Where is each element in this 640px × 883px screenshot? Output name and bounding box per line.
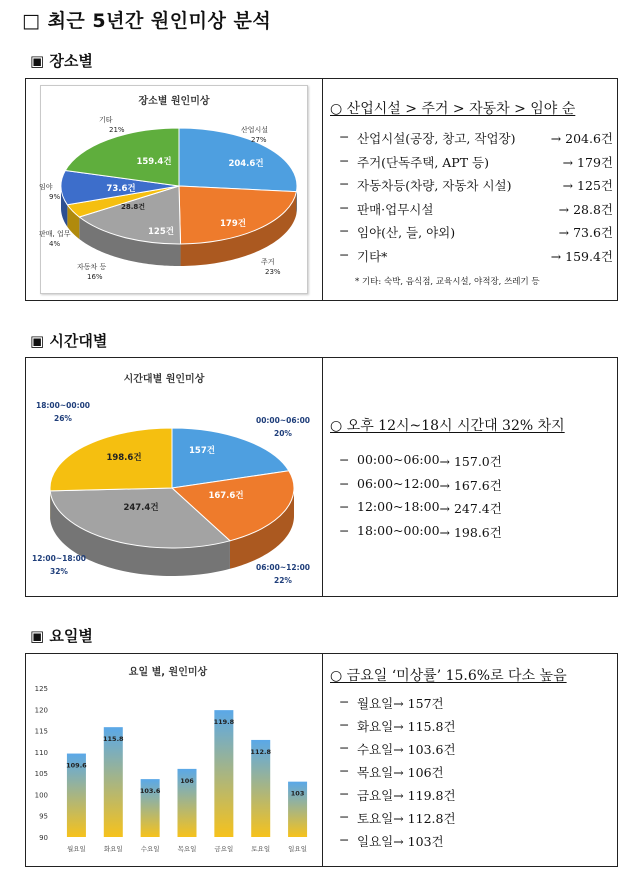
place-item-list	[339, 129, 613, 270]
list-dash: −	[339, 129, 350, 144]
time-summary-text: ○ 오후 12시~18시 시간대 32% 차지	[330, 418, 565, 434]
list-item-label: 토요일	[357, 811, 394, 826]
x-tick-label: 수요일	[140, 845, 160, 853]
list-item-label: 일요일	[357, 834, 394, 849]
time-summary	[330, 415, 565, 435]
list-dash: −	[339, 452, 350, 467]
list-item	[339, 153, 613, 177]
y-tick-label: 125	[34, 685, 48, 693]
y-tick-label: 100	[34, 791, 48, 800]
list-dash: −	[339, 522, 350, 538]
bar-value-label: 103	[290, 789, 305, 798]
place-summary-text: ○ 산업시설 > 주거 > 자동차 > 임야 순	[330, 101, 576, 117]
time-chart-title: 시간대별 원인미상	[123, 374, 205, 385]
day-chart-cell	[26, 654, 323, 866]
place-footnote: * 기타: 숙박, 음식점, 교육시설, 야적장, 쓰레기 등	[355, 277, 540, 287]
list-dash: −	[339, 717, 350, 732]
page-title: □ 최근 5년간 원인미상 분석	[22, 10, 272, 32]
list-dash: −	[339, 740, 350, 755]
list-item-label: 금요일	[357, 788, 394, 803]
list-item-label: 월요일	[357, 696, 394, 711]
pie-percent-label: 32%	[50, 567, 68, 576]
list-dash: −	[339, 832, 350, 847]
list-item	[339, 740, 456, 763]
bar-value-label: 103.6	[139, 787, 161, 796]
list-item	[339, 832, 456, 855]
pie-value-label: 247.4건	[123, 503, 159, 513]
pie-category-label: 06:00~12:00	[256, 563, 311, 572]
pie-category-label: 12:00~18:00	[32, 554, 87, 563]
x-tick-label: 금요일	[214, 845, 234, 853]
list-item-value: → 103건	[393, 834, 444, 849]
time-pie-chart	[26, 358, 323, 598]
list-item	[339, 129, 613, 153]
pie-percent-label: 27%	[251, 136, 267, 144]
list-item-value: → 159.4건	[550, 248, 613, 264]
time-chart-cell	[26, 358, 323, 596]
place-summary	[330, 98, 575, 118]
place-chart	[40, 85, 308, 294]
time-text-cell	[323, 358, 617, 596]
pie-percent-label: 26%	[54, 414, 72, 423]
list-item	[339, 786, 456, 809]
list-item-label: 기타*	[357, 248, 388, 264]
list-item	[339, 499, 502, 523]
list-item-value: → 157.0건	[439, 454, 502, 469]
list-item-label: 00:00~06:00	[357, 452, 440, 467]
pie-category-label: 판매, 업무	[39, 230, 71, 238]
pie-value-label: 204.6건	[228, 159, 264, 169]
x-tick-label: 일요일	[288, 845, 307, 853]
time-panel	[25, 357, 618, 597]
list-dash: −	[339, 246, 350, 262]
section-heading-place: ▣ 장소별	[30, 52, 93, 70]
y-tick-label: 115	[34, 727, 48, 736]
place-pie-chart	[41, 86, 309, 295]
time-item-list	[339, 452, 502, 546]
list-item-label: 18:00~00:00	[357, 522, 440, 538]
pie-category-label: 18:00~00:00	[36, 401, 91, 410]
pie-percent-label: 21%	[109, 126, 125, 134]
list-item-value: → 204.6건	[550, 131, 613, 146]
y-tick-label: 90	[39, 834, 48, 842]
list-item	[339, 763, 456, 786]
list-item-label: 12:00~18:00	[357, 499, 440, 514]
bar	[214, 710, 233, 837]
list-item-value: → 167.6건	[439, 477, 502, 493]
section-heading-day: ▣ 요일별	[30, 627, 93, 645]
pie-percent-label: 23%	[265, 268, 281, 276]
list-item-value: → 106건	[393, 765, 444, 780]
pie-category-label: 산업시설	[241, 126, 269, 134]
list-item-value: → 112.8건	[393, 811, 456, 826]
day-chart-title: 요일 별, 원인미상	[128, 667, 208, 678]
x-tick-label: 토요일	[251, 845, 271, 853]
pie-value-label: 159.4건	[136, 157, 172, 167]
day-text-cell	[323, 654, 617, 866]
place-chart-title: 장소별 원인미상	[138, 96, 210, 107]
y-tick-label: 105	[34, 770, 48, 779]
list-item	[339, 523, 502, 547]
list-item	[339, 694, 456, 717]
bar-value-label: 119.8	[213, 718, 235, 727]
pie-percent-label: 22%	[274, 576, 292, 585]
list-item-label: 목요일	[357, 765, 394, 780]
pie-value-label: 28.8건	[120, 203, 146, 211]
pie-value-label: 167.6건	[208, 491, 244, 501]
pie-percent-label: 4%	[49, 240, 61, 248]
pie-category-label: 주거	[261, 258, 275, 266]
section-heading-time: ▣ 시간대별	[30, 332, 108, 350]
bar-value-label: 106	[180, 776, 194, 785]
day-item-list	[339, 694, 456, 855]
list-dash: −	[339, 176, 350, 191]
day-summary	[330, 665, 567, 685]
y-tick-label: 110	[34, 748, 48, 757]
list-item-value: → 125건	[562, 178, 613, 193]
bar-value-label: 115.8	[103, 735, 124, 744]
list-item	[339, 476, 502, 500]
list-item-value: → 119.8건	[393, 788, 456, 803]
list-item-label: 판매·업무시설	[357, 201, 434, 217]
list-dash: −	[339, 475, 350, 491]
list-item-label: 수요일	[357, 742, 394, 757]
pie-percent-label: 9%	[49, 193, 61, 201]
list-item-value: → 157건	[393, 696, 444, 711]
list-item-label: 산업시설(공장, 창고, 작업장)	[357, 131, 516, 146]
bar	[104, 727, 123, 837]
list-item	[339, 176, 613, 200]
list-item-value: → 115.8건	[393, 719, 456, 734]
list-dash: −	[339, 499, 350, 514]
x-tick-label: 목요일	[177, 845, 197, 853]
pie-value-label: 179건	[220, 219, 246, 229]
list-item-value: → 103.6건	[393, 742, 456, 757]
list-item-label: 주거(단독주택, APT 등)	[357, 154, 489, 170]
pie-value-label: 73.6건	[106, 184, 136, 194]
pie-category-label: 00:00~06:00	[256, 416, 311, 425]
y-tick-label: 95	[39, 812, 48, 821]
list-dash: −	[339, 786, 350, 801]
list-dash: −	[339, 223, 350, 238]
place-chart-cell	[26, 79, 323, 300]
list-dash: −	[339, 694, 350, 709]
pie-category-label: 기타	[99, 116, 113, 124]
bar-value-label: 109.6	[66, 761, 87, 770]
list-item-value: → 247.4건	[439, 501, 502, 516]
list-dash: −	[339, 809, 350, 824]
pie-percent-label: 20%	[274, 429, 292, 438]
list-item-value: → 73.6건	[558, 225, 613, 240]
pie-category-label: 임야	[39, 183, 53, 191]
day-panel	[25, 653, 618, 867]
list-item-label: 화요일	[357, 719, 394, 734]
list-item-label: 임야(산, 들, 야외)	[357, 225, 456, 240]
pie-value-label: 198.6건	[106, 453, 142, 463]
list-item	[339, 809, 456, 832]
list-item	[339, 223, 613, 247]
list-item-label: 자동차등(차량, 자동차 시설)	[357, 178, 512, 193]
x-tick-label: 월요일	[67, 845, 86, 853]
list-item	[339, 717, 456, 740]
x-tick-label: 화요일	[103, 845, 123, 853]
pie-category-label: 자동차 등	[77, 263, 107, 271]
list-item	[339, 200, 613, 224]
pie-value-label: 157건	[189, 446, 215, 456]
pie-value-label: 125건	[148, 227, 174, 237]
list-dash: −	[339, 152, 350, 168]
list-dash: −	[339, 199, 350, 215]
place-text-cell	[323, 79, 617, 300]
place-panel	[25, 78, 618, 301]
list-item-value: → 198.6건	[439, 524, 502, 540]
bar-value-label: 112.8	[250, 747, 271, 756]
pie-percent-label: 16%	[87, 273, 103, 281]
list-item-value: → 179건	[562, 154, 613, 170]
list-item	[339, 247, 613, 271]
list-item-value: → 28.8건	[558, 201, 613, 217]
day-bar-chart	[26, 654, 323, 868]
list-item	[339, 452, 502, 476]
day-summary-text: ○ 금요일 ‘미상률’ 15.6%로 다소 높음	[330, 668, 567, 684]
y-tick-label: 120	[34, 706, 48, 715]
list-item-label: 06:00~12:00	[357, 475, 440, 491]
list-dash: −	[339, 763, 350, 778]
